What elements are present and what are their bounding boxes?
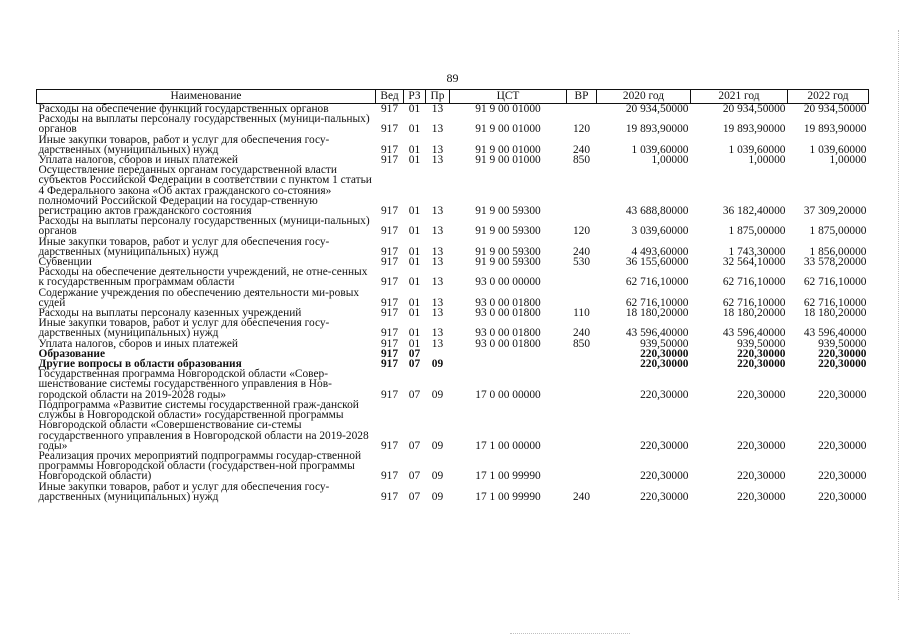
budget-table xyxy=(36,89,869,502)
header-pr: Пр xyxy=(426,90,450,104)
row-amount-2022: 220,30000 xyxy=(818,439,867,452)
row-cst: 91 9 00 59300 xyxy=(475,225,541,238)
row-ved: 917 xyxy=(380,296,399,309)
row-pr: 13 xyxy=(431,103,444,115)
row-name: Субвенции xyxy=(38,256,92,269)
header-ved: Вед xyxy=(376,90,404,104)
row-name: Подпрограмма «Развитие системы государственной граж-данской службы в Новгородской области» государственной программы Новгородской области «Совершенствование си-стемы государственного управления в Новгородской области на 2019-2028 годы» xyxy=(38,398,369,452)
row-pr: 13 xyxy=(431,154,444,167)
row-vr: 530 xyxy=(572,256,591,269)
row-amount-2022: 62 716,10000 xyxy=(803,276,867,289)
row-cst: 93 0 00 01800 xyxy=(475,337,541,350)
table-row xyxy=(37,267,869,287)
row-amount-2021: 220,30000 xyxy=(737,490,786,503)
row-amount-2022: 1,00000 xyxy=(829,154,867,167)
row-amount-2020: 4 493,60000 xyxy=(631,245,689,258)
row-rz: 01 xyxy=(408,154,421,167)
row-amount-2020: 18 180,20000 xyxy=(625,307,689,320)
row-vr: 850 xyxy=(572,154,591,167)
row-amount-2021: 220,30000 xyxy=(737,439,786,452)
row-pr: 13 xyxy=(431,296,444,309)
row-cst: 91 9 00 01000 xyxy=(475,143,541,156)
row-rz: 07 xyxy=(408,388,421,401)
row-rz: 01 xyxy=(408,205,421,218)
row-vr xyxy=(567,451,597,482)
row-vr: 120 xyxy=(572,123,591,136)
scan-edge-bottom xyxy=(510,633,630,635)
row-pr: 13 xyxy=(431,143,444,156)
row-name: Государственная программа Новгородской области «Совер-шенствование системы государственного управления в Нов-городской области на 2019-2028 годы» xyxy=(38,368,332,401)
row-vr xyxy=(567,165,597,216)
scan-edge-right xyxy=(897,30,899,600)
row-amount-2021: 1,00000 xyxy=(748,154,786,167)
table-row xyxy=(37,400,869,451)
header-cst: ЦСТ xyxy=(450,90,567,104)
row-pr: 09 xyxy=(431,470,444,483)
row-amount-2021: 1 875,00000 xyxy=(728,225,786,238)
row-pr: 13 xyxy=(431,327,444,340)
row-rz: 01 xyxy=(408,327,421,340)
row-amount-2020: 43 688,80000 xyxy=(625,205,689,218)
row-ved: 917 xyxy=(380,307,399,320)
row-pr: 09 xyxy=(431,439,444,452)
row-amount-2021: 32 564,10000 xyxy=(722,256,786,269)
row-name: Иные закупки товаров, работ и услуг для обеспечения госу-дарственных (муниципальных) нужд xyxy=(38,235,330,258)
table-header xyxy=(37,90,869,104)
row-ved: 917 xyxy=(380,347,399,360)
header-2021: 2021 год xyxy=(691,90,788,104)
row-cst: 91 9 00 59300 xyxy=(475,256,541,269)
row-vr xyxy=(567,369,597,400)
row-rz: 01 xyxy=(408,225,421,238)
row-amount-2022: 1 856,00000 xyxy=(809,245,867,258)
row-name: Реализация прочих мероприятий подпрограммы государ-ственной программы Новгородской области (государствен-ной программы Новгородской области) xyxy=(38,449,362,483)
row-ved: 917 xyxy=(380,205,399,218)
row-amount-2020: 1,00000 xyxy=(651,154,689,167)
row-pr: 13 xyxy=(431,337,444,350)
row-amount-2020: 220,30000 xyxy=(640,388,689,401)
table-row xyxy=(37,482,869,502)
row-pr: 13 xyxy=(431,245,444,258)
row-cst xyxy=(450,359,567,369)
row-name: Содержание учреждения по обеспечению деятельности ми-ровых судей xyxy=(38,286,360,309)
row-amount-2020: 220,30000 xyxy=(640,490,689,503)
row-vr: 850 xyxy=(572,337,591,350)
row-amount-2021: 20 934,50000 xyxy=(722,103,786,115)
row-amount-2020: 62 716,10000 xyxy=(625,296,689,309)
row-pr: 13 xyxy=(431,123,444,136)
row-cst: 93 0 00 01800 xyxy=(475,296,541,309)
row-amount-2022: 220,30000 xyxy=(818,470,867,483)
row-name: Расходы на выплаты персоналу государственных (муници-пальных) органов xyxy=(38,113,370,136)
row-ved: 917 xyxy=(380,439,399,452)
row-cst: 91 9 00 59300 xyxy=(475,205,541,218)
table-row xyxy=(37,165,869,216)
row-rz: 01 xyxy=(408,143,421,156)
row-vr xyxy=(567,349,597,359)
row-amount-2022: 220,30000 xyxy=(818,388,867,401)
row-vr: 240 xyxy=(572,245,591,258)
row-cst: 91 9 00 01000 xyxy=(475,123,541,136)
row-name: Расходы на обеспечение функций государственных органов xyxy=(38,103,329,115)
row-vr: 240 xyxy=(572,327,591,340)
row-pr: 13 xyxy=(431,225,444,238)
row-amount-2022: 1 875,00000 xyxy=(809,225,867,238)
row-rz: 01 xyxy=(408,296,421,309)
row-amount-2020: 1 039,60000 xyxy=(631,143,689,156)
row-amount-2022: 18 180,20000 xyxy=(803,307,867,320)
row-name: Расходы на обеспечение деятельности учреждений, не отне-сенных к государственным программам области xyxy=(38,266,368,289)
row-cst: 17 1 00 00000 xyxy=(475,439,541,452)
row-name: Расходы на выплаты персоналу государственных (муници-пальных) органов xyxy=(38,215,370,238)
row-amount-2022: 1 039,60000 xyxy=(809,143,867,156)
row-cst: 17 0 00 00000 xyxy=(475,388,541,401)
row-amount-2020: 43 596,40000 xyxy=(625,327,689,340)
row-name: Иные закупки товаров, работ и услуг для обеспечения госу-дарственных (муниципальных) нужд xyxy=(38,133,330,156)
row-rz: 01 xyxy=(408,337,421,350)
row-vr xyxy=(567,359,597,369)
row-rz: 07 xyxy=(408,439,421,452)
row-cst: 93 0 00 01800 xyxy=(475,307,541,320)
row-amount-2021: 43 596,40000 xyxy=(722,327,786,340)
row-amount-2020: 220,30000 xyxy=(640,347,689,360)
row-vr xyxy=(567,104,597,115)
row-ved: 917 xyxy=(380,327,399,340)
table-row xyxy=(37,451,869,482)
row-amount-2020: 939,50000 xyxy=(640,337,689,350)
table-body xyxy=(37,104,869,502)
row-amount-2021: 939,50000 xyxy=(737,337,786,350)
row-rz: 07 xyxy=(408,470,421,483)
row-amount-2021: 1 039,60000 xyxy=(728,143,786,156)
row-pr: 13 xyxy=(431,276,444,289)
row-cst: 17 1 00 99990 xyxy=(475,470,541,483)
row-cst: 91 9 00 59300 xyxy=(475,245,541,258)
row-amount-2022: 19 893,90000 xyxy=(803,123,867,136)
table-row xyxy=(37,369,869,400)
row-amount-2020: 62 716,10000 xyxy=(625,276,689,289)
row-name: Иные закупки товаров, работ и услуг для обеспечения госу-дарственных (муниципальных) нужд xyxy=(38,317,330,340)
row-amount-2021: 18 180,20000 xyxy=(722,307,786,320)
row-name: Осуществление переданных органам государственной власти субъектов Российской Федерации в соответствии с пунктом 1 статьи 4 Федерального закона «Об актах гражданского со-стояния» полномочий Российской Федерации на государ-ственную регистрацию актов гражданского состояния xyxy=(38,164,372,218)
row-ved: 917 xyxy=(380,388,399,401)
row-amount-2020: 20 934,50000 xyxy=(625,103,689,115)
row-amount-2022: 939,50000 xyxy=(818,337,867,350)
row-ved: 917 xyxy=(380,123,399,136)
row-rz: 01 xyxy=(408,307,421,320)
table-row xyxy=(37,114,869,134)
row-ved: 917 xyxy=(380,256,399,269)
row-cst xyxy=(450,349,567,359)
row-rz: 07 xyxy=(408,358,421,371)
row-ved: 917 xyxy=(380,154,399,167)
row-amount-2020: 220,30000 xyxy=(640,470,689,483)
row-name: Уплата налогов, сборов и иных платежей xyxy=(38,337,238,350)
row-cst: 93 0 00 00000 xyxy=(475,276,541,289)
header-2020: 2020 год xyxy=(597,90,691,104)
table-row xyxy=(37,237,869,257)
row-amount-2022: 220,30000 xyxy=(818,490,867,503)
row-amount-2020: 19 893,90000 xyxy=(625,123,689,136)
row-amount-2022: 37 309,20000 xyxy=(803,205,867,218)
row-vr: 240 xyxy=(572,490,591,503)
row-amount-2020: 220,30000 xyxy=(640,358,689,371)
row-pr: 13 xyxy=(431,256,444,269)
page-number: 89 xyxy=(446,71,459,85)
row-ved: 917 xyxy=(380,470,399,483)
row-cst: 91 9 00 01000 xyxy=(475,154,541,167)
row-vr: 110 xyxy=(573,307,590,320)
row-pr: 09 xyxy=(431,388,444,401)
row-cst: 91 9 00 01000 xyxy=(475,103,541,115)
row-amount-2021: 1 743,30000 xyxy=(728,245,786,258)
row-amount-2022: 43 596,40000 xyxy=(803,327,867,340)
row-amount-2022: 220,30000 xyxy=(818,347,867,360)
header-name: Наименование xyxy=(37,90,376,104)
row-rz: 01 xyxy=(408,276,421,289)
row-cst: 17 1 00 99990 xyxy=(475,490,541,503)
row-amount-2021: 220,30000 xyxy=(737,470,786,483)
row-rz: 01 xyxy=(408,245,421,258)
row-amount-2021: 19 893,90000 xyxy=(722,123,786,136)
row-ved: 917 xyxy=(380,490,399,503)
row-vr xyxy=(567,400,597,451)
row-pr: 13 xyxy=(431,307,444,320)
header-vr: ВР xyxy=(567,90,597,104)
row-rz: 01 xyxy=(408,123,421,136)
row-amount-2021: 220,30000 xyxy=(737,388,786,401)
row-amount-2021: 62 716,10000 xyxy=(722,276,786,289)
row-ved: 917 xyxy=(380,245,399,258)
row-amount-2020: 36 155,60000 xyxy=(625,256,689,269)
table-row xyxy=(37,216,869,236)
row-ved: 917 xyxy=(380,143,399,156)
row-amount-2022: 220,30000 xyxy=(818,358,867,371)
row-vr xyxy=(567,288,597,308)
row-amount-2021: 36 182,40000 xyxy=(722,205,786,218)
row-pr: 09 xyxy=(431,358,444,371)
row-vr: 120 xyxy=(572,225,591,238)
row-vr xyxy=(567,267,597,287)
row-ved: 917 xyxy=(380,103,399,115)
row-name: Образование xyxy=(38,347,106,360)
row-vr: 240 xyxy=(572,143,591,156)
row-name: Уплата налогов, сборов и иных платежей xyxy=(38,154,238,167)
row-rz: 01 xyxy=(408,103,421,115)
row-cst: 93 0 00 01800 xyxy=(475,327,541,340)
table-row xyxy=(37,288,869,308)
row-name: Другие вопросы в области образования xyxy=(38,358,242,371)
row-amount-2022: 62 716,10000 xyxy=(803,296,867,309)
row-amount-2022: 33 578,20000 xyxy=(803,256,867,269)
row-rz: 07 xyxy=(408,347,421,360)
row-name: Иные закупки товаров, работ и услуг для обеспечения госу-дарственных (муниципальных) нужд xyxy=(38,480,330,503)
row-amount-2021: 220,30000 xyxy=(737,358,786,371)
table-row xyxy=(37,318,869,338)
header-rz: РЗ xyxy=(404,90,426,104)
row-rz: 01 xyxy=(408,256,421,269)
row-amount-2021: 62 716,10000 xyxy=(722,296,786,309)
row-amount-2022: 20 934,50000 xyxy=(803,103,867,115)
row-ved: 917 xyxy=(380,276,399,289)
table-row xyxy=(37,135,869,155)
row-ved: 917 xyxy=(380,225,399,238)
row-rz: 07 xyxy=(408,490,421,503)
header-2022: 2022 год xyxy=(788,90,869,104)
row-name: Расходы на выплаты персоналу казенных учреждений xyxy=(38,307,302,320)
row-pr: 13 xyxy=(431,205,444,218)
row-ved: 917 xyxy=(380,358,399,371)
row-pr: 09 xyxy=(431,490,444,503)
row-ved: 917 xyxy=(380,337,399,350)
row-amount-2020: 220,30000 xyxy=(640,439,689,452)
row-amount-2020: 3 039,60000 xyxy=(631,225,689,238)
row-amount-2021: 220,30000 xyxy=(737,347,786,360)
